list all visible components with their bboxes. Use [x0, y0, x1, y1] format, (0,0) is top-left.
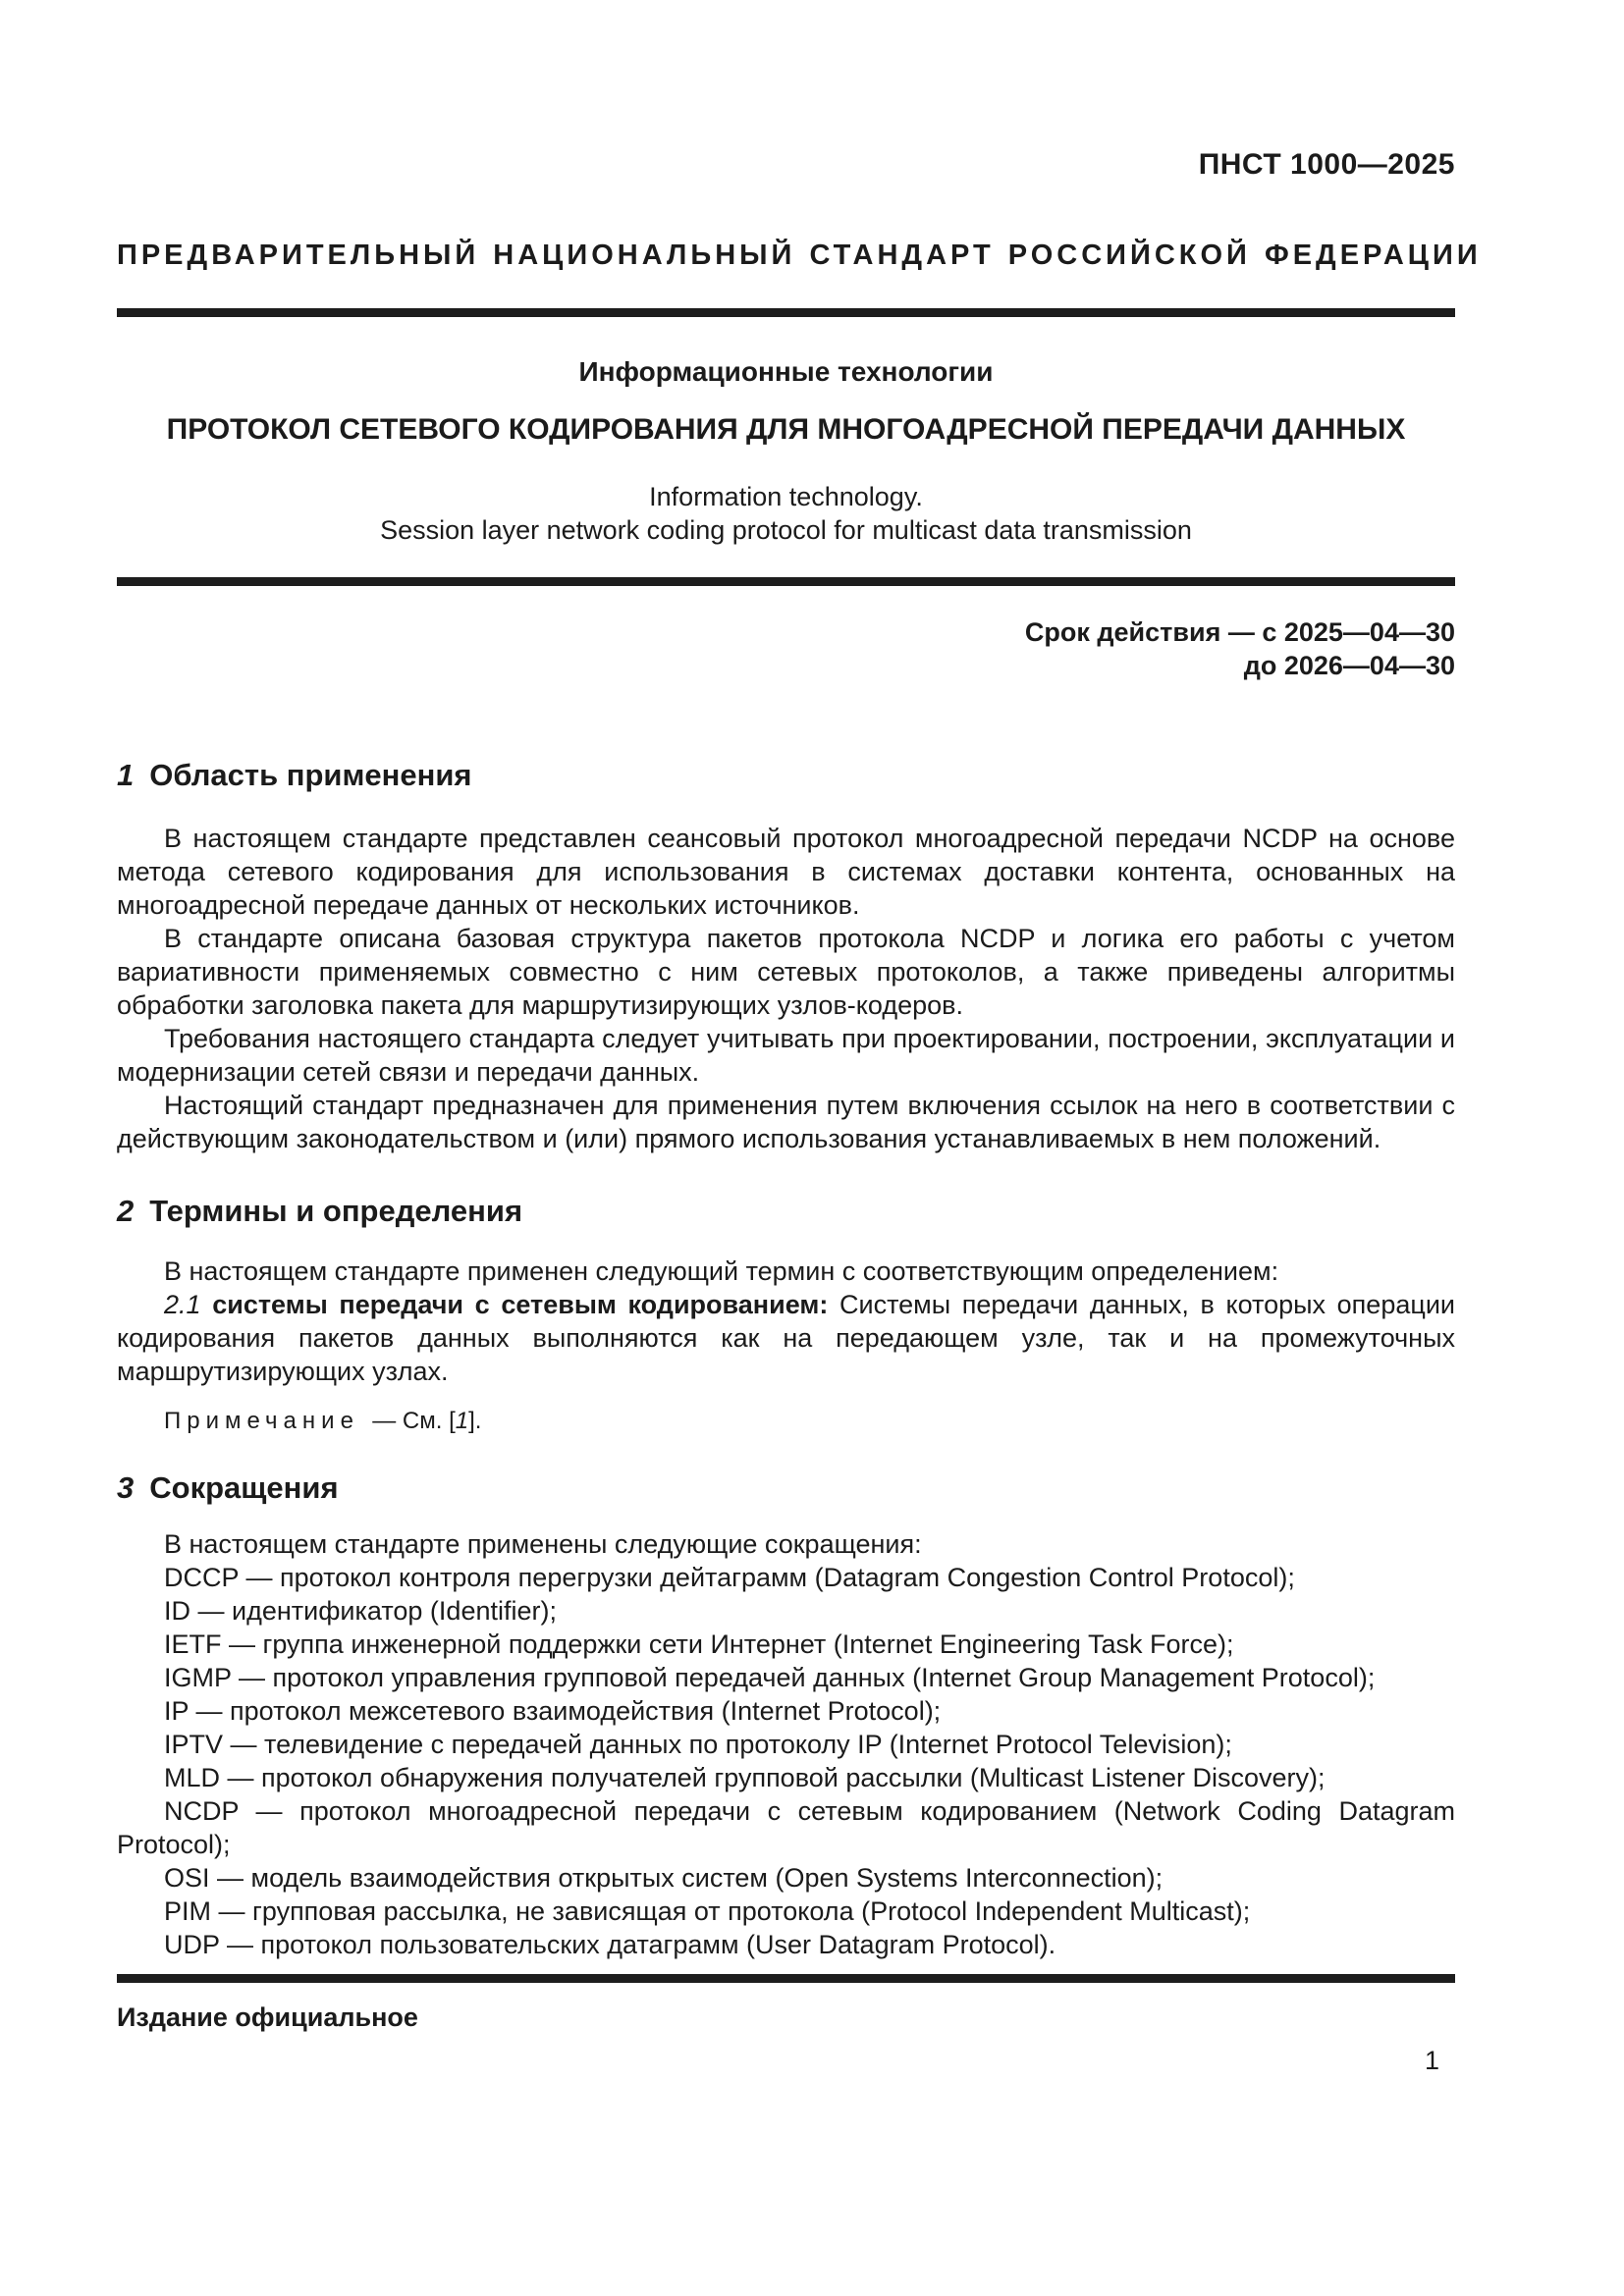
section-3-number: 3: [117, 1470, 135, 1505]
note-line: [117, 1407, 1455, 1436]
section-3-heading: [117, 1469, 1455, 1507]
section-1-title: Область применения: [149, 758, 472, 792]
term-definition: [117, 1288, 1455, 1388]
term-number: 2.1: [164, 1290, 201, 1319]
abbreviation-item: ID — идентификатор (Identifier);: [164, 1596, 557, 1626]
section-1-paragraph: В настоящем стандарте представлен сеансовый протокол многоадресной передачи NCDP на основе метода сетевого кодирования для использования в системах доставки контента, основанных на многоадресной передаче данных от нескольких источников.: [117, 824, 1455, 920]
section-3-title: Сокращения: [149, 1470, 339, 1505]
abbreviation-item: IGMP — протокол управления групповой передачей данных (Internet Group Management Protocol);: [164, 1663, 1376, 1692]
abbreviation-item: UDP — протокол пользовательских датаграмм (User Datagram Protocol).: [164, 1930, 1056, 1959]
abbreviation-item: MLD — протокол обнаружения получателей групповой рассылки (Multicast Listener Discovery);: [164, 1763, 1326, 1792]
divider-rule-top: [117, 308, 1455, 317]
note-text-prefix: — См. [: [372, 1408, 456, 1434]
section-2-number: 2: [117, 1194, 135, 1228]
term-definition-text: Системы передачи данных, в которых операции кодирования пакетов данных выполняются как на передающем узле, так и на промежуточных маршрутизирующих узлах.: [117, 1290, 1455, 1386]
note-reference: 1: [455, 1408, 469, 1434]
note-text-suffix: ].: [468, 1408, 482, 1434]
edition-note: Издание официальное: [117, 2002, 418, 2032]
subject-title-en: Information technology.: [649, 482, 923, 511]
abbreviation-item: IP — протокол межсетевого взаимодействия (Internet Protocol);: [164, 1696, 942, 1726]
term-name: системы передачи с сетевым кодированием:: [212, 1290, 829, 1319]
section-1-paragraph: В стандарте описана базовая структура пакетов протокола NCDP и логика его работы с учетом вариативности применяемых совместно с ним сетевых протоколов, а также приведены алгоритмы обработки заголовка пакета для маршрутизирующих узлов-кодеров.: [117, 924, 1455, 1020]
main-title-en: Session layer network coding protocol for multicast data transmission: [380, 515, 1192, 545]
section-1-paragraph: Настоящий стандарт предназначен для применения путем включения ссылок на него в соответствии с действующим законодательством и (или) прямого использования устанавливаемых в нем положений.: [117, 1091, 1455, 1153]
subject-title-ru: Информационные технологии: [578, 356, 994, 387]
section-1-paragraph: Требования настоящего стандарта следует учитывать при проектировании, построении, эксплуатации и модернизации сетей связи и передачи данных.: [117, 1024, 1455, 1087]
section-2-intro: В настоящем стандарте применен следующий термин с соответствующим определением:: [164, 1256, 1279, 1286]
abbreviation-item: DCCP — протокол контроля перегрузки дейтаграмм (Datagram Congestion Control Protocol);: [164, 1563, 1295, 1592]
title-en-block: [117, 480, 1455, 547]
section-2-title: Термины и определения: [149, 1194, 523, 1228]
note-label: Примечание: [164, 1408, 359, 1434]
page-number: 1: [1424, 2046, 1439, 2075]
main-title-ru: ПРОТОКОЛ СЕТЕВОГО КОДИРОВАНИЯ ДЛЯ МНОГОАДРЕСНОЙ ПЕРЕДАЧИ ДАННЫХ: [166, 413, 1406, 446]
abbreviation-item: OSI — модель взаимодействия открытых систем (Open Systems Interconnection);: [164, 1863, 1164, 1893]
validity-to: до 2026—04—30: [1243, 651, 1455, 680]
section-3-intro: В настоящем стандарте применены следующие сокращения:: [164, 1529, 922, 1559]
validity-dates: [117, 615, 1455, 682]
divider-rule-title: [117, 577, 1455, 586]
section-2-heading: [117, 1193, 1455, 1230]
page-content: [117, 0, 1482, 2077]
abbreviation-item: PIM — групповая рассылка, не зависящая от протокола (Protocol Independent Multicast);: [164, 1896, 1251, 1926]
standard-type-banner: ПРЕДВАРИТЕЛЬНЫЙ НАЦИОНАЛЬНЫЙ СТАНДАРТ РОССИЙСКОЙ ФЕДЕРАЦИИ: [117, 240, 1482, 271]
section-1-number: 1: [117, 758, 135, 792]
section-1-heading: [117, 757, 1455, 794]
validity-from: Срок действия — с 2025—04—30: [1024, 617, 1455, 647]
doc-code: ПНСТ 1000—2025: [1198, 148, 1455, 181]
abbreviation-item: IPTV — телевидение с передачей данных по протоколу IP (Internet Protocol Television);: [164, 1730, 1232, 1759]
abbreviation-item: NCDP — протокол многоадресной передачи с сетевым кодированием (Network Coding Datagram Protocol);: [117, 1796, 1455, 1859]
divider-rule-footer: [117, 1974, 1455, 1983]
abbreviation-item: IETF — группа инженерной поддержки сети Интернет (Internet Engineering Task Force);: [164, 1629, 1234, 1659]
